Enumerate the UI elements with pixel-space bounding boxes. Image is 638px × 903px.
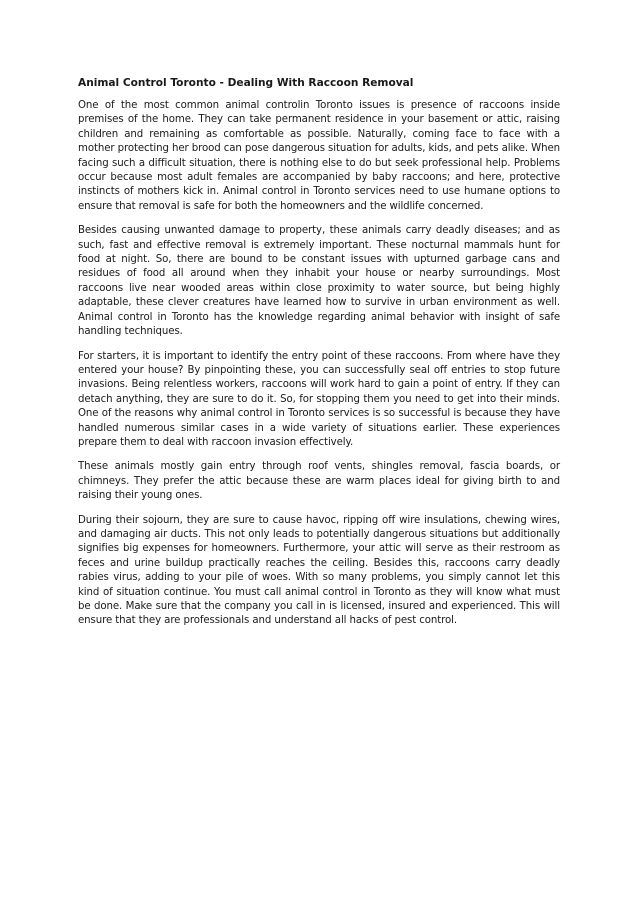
paragraph-1: One of the most common animal controlin Toronto issues is presence of raccoons inside premises of the home. They can take permanent residence in your basement or attic, raising children and remaining as comfortable as possible. Naturally, coming face to face with a mother protecting her brood can pose dangerous situation for adults, kids, and pets alike. When facing such a difficult situation, there is nothing else to do but seek professional help. Problems occur because most adult females are accompanied by baby raccoons; and here, protective instincts of mothers kick in. Animal control in Toronto services need to use humane options to ensure that removal is safe for both the homeowners and the wildlife concerned. (78, 100, 560, 212)
paragraph-5: During their sojourn, they are sure to cause havoc, ripping off wire insulations, chewing wires, and damaging air ducts. This not only leads to potentially dangerous situations but additionally signifies big expenses for homeowners. Furthermore, your attic will serve as their restroom as feces and urine buildup practically reaches the ceiling. Besides this, raccoons carry deadly rabies virus, adding to your pile of woes. With so many problems, you simply cannot let this kind of situation continue. You must call animal control in Toronto as they will know what must be done. Make sure that the company you call in is licensed, insured and experienced. This will ensure that they are professionals and understand all hacks of pest control. (78, 514, 560, 627)
document-title: Animal Control Toronto - Dealing With Raccoon Removal (78, 77, 414, 89)
paragraph-4: These animals mostly gain entry through roof vents, shingles removal, fascia boards, or chimneys. They prefer the attic because these are warm places ideal for giving birth to and raising their young ones. (78, 461, 560, 502)
paragraph-3: For starters, it is important to identify the entry point of these raccoons. From where have they entered your house? By pinpointing these, you can successfully seal off entries to stop future invasions. Being relentless workers, raccoons will work hard to gain a point of entry. If they can detach anything, they are sure to do it. So, for stopping them you need to get into their minds. One of the reasons why animal control in Toronto services is so successful is because they have handled numerous similar cases in a wide variety of situations earlier. These experiences prepare them to deal with raccoon invasion effectively. (78, 350, 560, 448)
paragraph-2: Besides causing unwanted damage to property, these animals carry deadly diseases; and as such, fast and effective removal is extremely important. These nocturnal mammals hunt for food at night. So, there are bound to be constant issues with upturned garbage cans and residues of food all around when they inhabit your house or nearby surroundings. Most raccoons live near wooded areas within close proximity to water source, but being highly adaptable, these clever creatures have learned how to survive in urban environment as well. Animal control in Toronto has the knowledge regarding animal behavior with insight of safe handling techniques. (78, 225, 560, 338)
document-page (78, 76, 560, 639)
